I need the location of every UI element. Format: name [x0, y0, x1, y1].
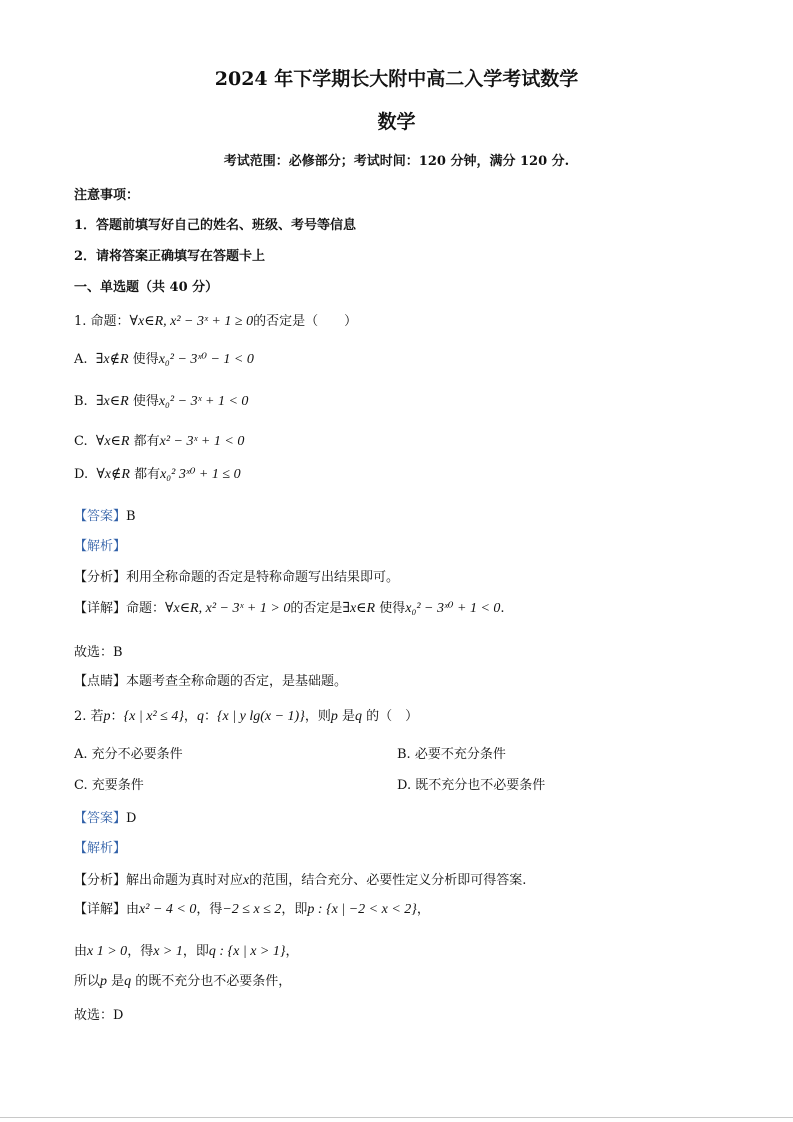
subject-heading: 数学	[377, 111, 416, 133]
q2-text: ，则	[304, 709, 331, 724]
detail-math: ∃x∈R	[342, 601, 376, 616]
option-math: x² − 3ˣ + 1 < 0	[159, 434, 245, 449]
detail-text: .	[500, 601, 505, 616]
q1-option-d	[74, 463, 241, 483]
q1-detail	[74, 597, 505, 617]
page-title: 2024 年下学期长大附中高二入学考试数学	[214, 68, 579, 90]
note-item-2: 2．请将答案正确填写在答题卡上	[74, 249, 266, 264]
detail-text: 使得	[379, 601, 406, 616]
q1-prefix: 1. 命题：	[74, 314, 130, 329]
answer-tag: 【答案】	[74, 509, 127, 524]
q2-answer	[74, 807, 136, 826]
option-label: D.	[74, 467, 89, 482]
q1-choose: 故选：B	[74, 645, 123, 660]
detail-math: x 1 > 0	[87, 944, 128, 959]
detail-math: ∀x∈R, x² − 3ˣ + 1 > 0	[165, 601, 291, 616]
q1-comment	[74, 670, 347, 689]
notes-heading: 注意事项：	[74, 188, 140, 203]
option-math: ∀x∉R	[96, 467, 130, 482]
detail-math: x² − 4 < 0	[139, 902, 197, 917]
q1-option-c	[74, 430, 244, 450]
q2-option-d: D. 既不充分也不必要条件	[397, 778, 546, 793]
fenxi-tag: 【分析】	[74, 570, 127, 585]
detail-math: p : {x | −2 < x < 2}	[307, 902, 417, 917]
detail-text: 由	[74, 944, 88, 959]
detail-text: ，得	[127, 944, 154, 959]
fenxi-math: x	[243, 873, 250, 888]
detail-text: ，	[285, 944, 299, 959]
q2-option-b: B. 必要不充分条件	[397, 747, 506, 762]
detail-text: 的否定是	[290, 601, 343, 616]
q2-math: q	[196, 709, 204, 724]
detail-math: −2 ≤ x ≤ 2	[222, 902, 282, 917]
detail-tag: 【详解】	[74, 601, 127, 616]
q2-text: ：	[110, 709, 124, 724]
detail-text: 命题：	[126, 601, 166, 616]
detail-text: ，即	[281, 902, 308, 917]
fenxi-tag: 【分析】	[74, 873, 127, 888]
option-text: 都有	[133, 434, 160, 449]
q2-choose: 故选：D	[74, 1008, 124, 1023]
option-math: ∃x∉R	[95, 352, 129, 367]
q2-analysis-tag: 【解析】	[74, 841, 127, 856]
q2-text: 的（ ）	[361, 709, 419, 724]
detail-text: ，	[416, 902, 430, 917]
q2-detail-line-1	[74, 898, 430, 918]
q2-math: q	[354, 709, 362, 724]
q1-suffix: 的否定是（ ）	[253, 314, 358, 329]
q2-fenxi	[74, 869, 526, 889]
q1-option-a	[74, 348, 254, 368]
detail-math: p	[100, 974, 108, 989]
q1-fenxi	[74, 566, 399, 585]
option-text: 使得	[132, 352, 159, 367]
answer-value: D	[126, 811, 137, 826]
q2-math: {x | y lg(x − 1)}	[216, 709, 305, 724]
detail-math: q	[124, 974, 132, 989]
detail-text: 由	[126, 902, 140, 917]
option-label: B.	[74, 394, 88, 409]
fenxi-text: 利用全称命题的否定是特称命题写出结果即可。	[126, 570, 400, 585]
fenxi-text: 解出命题为真时对应	[126, 873, 244, 888]
q2-text: ：	[203, 709, 217, 724]
option-math: ∃x∈R	[95, 394, 129, 409]
option-math: x₀² 3ˣ⁰ + 1 ≤ 0	[160, 467, 241, 482]
exam-info: 考试范围：必修部分；考试时间：120 分钟，满分 120 分.	[223, 154, 570, 169]
detail-tag: 【详解】	[74, 902, 127, 917]
section-heading: 一、单选题（共 40 分）	[74, 280, 219, 295]
option-text: 使得	[132, 394, 159, 409]
q2-detail-line-3	[74, 970, 291, 990]
detail-text: ，即	[182, 944, 209, 959]
q1-answer	[74, 505, 136, 524]
comment-text: 本题考查全称命题的否定，是基础题。	[126, 674, 348, 689]
q2-text: ，	[183, 709, 197, 724]
detail-text: 的既不充分也不必要条件，	[131, 974, 292, 989]
answer-value: B	[126, 509, 136, 524]
q2-math: {x | x² ≤ 4}	[123, 709, 184, 724]
detail-math: q : {x | x > 1}	[208, 944, 286, 959]
option-label: A.	[74, 352, 88, 367]
option-math: x₀² − 3ˣ + 1 < 0	[158, 394, 249, 409]
q2-option-a: A. 充分不必要条件	[74, 747, 183, 762]
q1-formula: ∀x∈R, x² − 3ˣ + 1 ≥ 0	[129, 314, 254, 329]
q2-stem	[74, 705, 418, 725]
q2-text: 是	[337, 709, 355, 724]
q2-math: p	[330, 709, 338, 724]
detail-text: 是	[107, 974, 125, 989]
q2-detail-line-2	[74, 940, 299, 960]
q1-option-b	[74, 390, 248, 410]
q1-analysis-tag: 【解析】	[74, 539, 127, 554]
note-item-1: 1．答题前填写好自己的姓名、班级、考号等信息	[74, 218, 357, 233]
detail-math: x > 1	[153, 944, 183, 959]
page-bottom-divider	[0, 1117, 793, 1118]
option-text: 都有	[134, 467, 161, 482]
q2-math: p	[103, 709, 111, 724]
option-math: x₀² − 3ˣ⁰ − 1 < 0	[158, 352, 254, 367]
comment-tag: 【点睛】	[74, 674, 127, 689]
q1-stem	[74, 310, 357, 330]
detail-text: 所以	[74, 974, 101, 989]
answer-tag: 【答案】	[74, 811, 127, 826]
option-math: ∀x∈R	[95, 434, 130, 449]
option-label: C.	[74, 434, 88, 449]
q2-text: 2. 若	[74, 709, 104, 724]
detail-text: ，得	[196, 902, 223, 917]
q2-option-c: C. 充要条件	[74, 778, 144, 793]
detail-math: x₀² − 3ˣ⁰ + 1 < 0	[405, 601, 501, 616]
fenxi-text: 的范围，结合充分、必要性定义分析即可得答案.	[249, 873, 527, 888]
